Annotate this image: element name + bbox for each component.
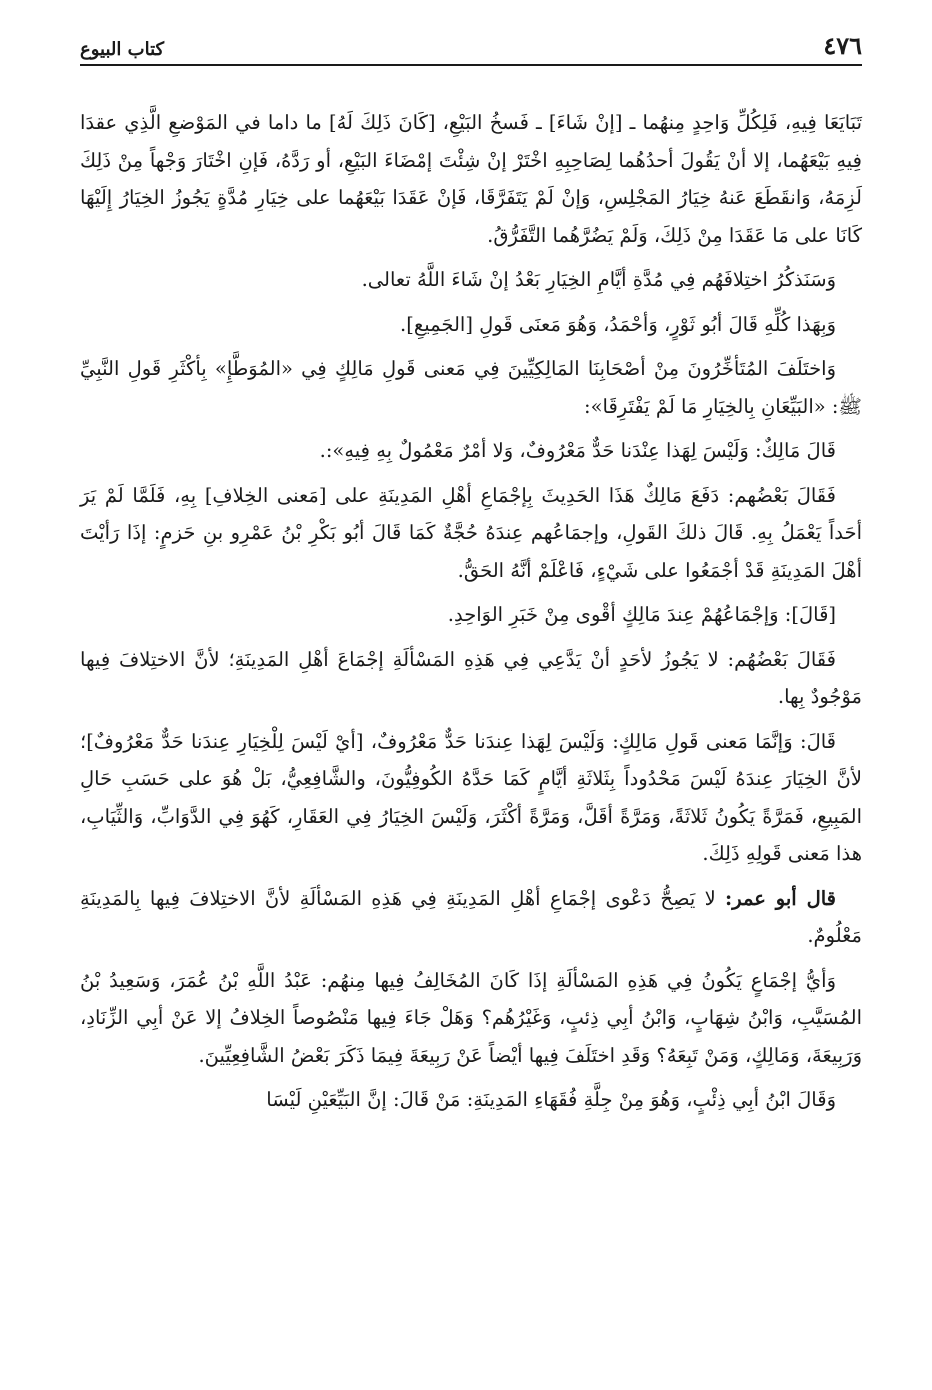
paragraph-10 (80, 880, 862, 955)
running-title: كتاب البيوع (80, 39, 165, 60)
page-header (80, 30, 862, 66)
body-text (80, 104, 862, 1119)
paragraph-5: قَالَ مَالِكٌ: وَلَيْسَ لِهَذا عِنْدَنا حَدٌّ مَعْرُوفٌ، وَلا أمْرٌ مَعْمُولٌ بِهِ فِيهِ»:. (319, 439, 836, 462)
paragraph-4: وَاختَلَفَ المُتَأخِّرُونَ مِنْ أصْحَابِنَا المَالِكِيِّينَ فِي مَعنى قَولِ مَالِكٍ فِي «المُوَطَّإِ» بِأكْثَرِ قَولِ النَّبِيِّ ﷺ: «البَيِّعَانِ بِالخِيَارِ مَا لَمْ يَفْتَرِقَا»: (80, 357, 862, 418)
paragraph-7: [قَالَ]: وَإجْمَاعُهُمْ عِندَ مَالِكٍ أقْوى مِنْ خَبَرِ الوَاحِدِ. (447, 603, 836, 626)
paragraph-8: فَقَالَ بَعْضُهُم: لا يَجُوزُ لأحَدٍ أنْ يَدَّعِي فِي هَذِهِ المَسْألَةِ إجْمَاعَ أهْلِ المَدِينَةِ؛ لأنَّ الاختِلافَ فِيها مَوْجُودٌ بِها. (80, 647, 862, 708)
paragraph-11: وَأيُّ إجْمَاعٍ يَكُونُ فِي هَذِهِ المَسْألَةِ إذَا كَانَ المُخَالِفُ فِيها مِنهُم: عَبْدُ اللَّهِ بْنُ عُمَرَ، وَسَعِيدُ بْنُ المُسَيَّبِ، وَابْنُ شِهَابٍ، وَابْنُ أبِي ذِئبٍ، وَغَيْرُهُم؟ وَهَلْ جَاءَ فِيها مَنْصُوصاً الخِلافُ إلا عَنْ أبِي الزِّنَادِ، وَرَبِيعَةَ، وَمَالِكٍ، وَمَنْ تَبِعَهُ؟ وَقَدِ اختَلَفَ فِيها أيْضاً عَنْ رَبِيعَةَ فِيمَا ذَكَرَ بَعْضُ الشَّافِعِيِّينَ. (80, 968, 862, 1067)
paragraph-12: وَقَالَ ابْنُ أبِي ذِئْبٍ، وَهُوَ مِنْ جِلَّةِ فُقَهَاءِ المَدِينَةِ: مَنْ قَالَ: إنَّ البَيِّعَيْنِ لَيْسَا (266, 1088, 836, 1111)
paragraph-1: تَبَايَعَا فِيهِ، فَلِكُلِّ وَاحِدٍ مِنهُما ـ [إنْ شَاءَ] ـ فَسخُ البَيْعِ، [كَانَ ذَلِكَ لَهُ] ما داما في المَوْضعِ الَّذِي عقدَا فِيهِ بَيْعَهُما، إلا أنْ يَقُولَ أحدُهُما لِصَاحِبِهِ اخْتَرْ إنْ شِئْتَ إمْضَاءَ البَيْعِ، أو رَدَّهُ، فَإنِ اخْتَارَ وَجْهاً مِنْ ذَلِكَ لَزِمَهُ، وَانقَطَعَ عَنهُ خِيَارُ المَجْلِسِ، وَإنْ لَمْ يَتَفَرَّقَا، فَإنْ عَقَدَا بَيْعَهُما على خِيَارِ مُدَّةٍ يَجُوزُ الخِيَارُ إِلَيْهَا كَانَا على مَا عَقَدَا مِنْ ذَلِكَ، وَلَمْ يَضُرَّهُما التَّفَرُّقُ. (80, 111, 862, 247)
paragraph-2: وَسَنَذكُرُ اختِلافَهُم فِي مُدَّةِ أيَّامِ الخِيَارِ بَعْدُ إنْ شَاءَ اللَّهُ تعالى. (361, 268, 836, 291)
speaker-label: قال أبو عمر: (725, 886, 836, 910)
paragraph-6: فَقَالَ بَعْضُهم: دَفَعَ مَالِكٌ هَذَا الحَدِيثَ بِإجْمَاعِ أهْلِ المَدِينَةِ على [مَعنى الخِلافِ] بِهِ، فَلَمَّا لَمْ يَرَ أحَداً يَعْمَلُ بِهِ. قَالَ ذلكَ القَولِ، وإجمَاعُهم عِندَهُ حُجَّةٌ كَمَا قَالَ أبُو بَكْرِ بْنُ عَمْرِو بنِ حَزمٍ: إذَا رَأيْتَ أهْلَ المَدِينَةِ قَدْ أجْمَعُوا على شَيْءٍ، فَاعْلَمْ أنَّهُ الحَقُّ. (80, 483, 862, 582)
paragraph-10-text: لا يَصِحُّ دَعْوى إجْمَاعِ أهْلِ المَدِينَةِ فِي هَذِهِ المَسْألَةِ لأنَّ الاختِلافَ فِيها بِالمَدِينَةِ مَعْلُومٌ. (80, 886, 862, 947)
paragraph-3: وَبِهَذا كُلِّهِ قَالَ أبُو ثَوْرٍ، وَأحْمَدُ، وَهُوَ مَعنَى قَولِ [الجَمِيعِ]. (400, 312, 836, 336)
paragraph-9: قَالَ: وَإنَّمَا مَعنى قَولِ مَالِكٍ: وَلَيْسَ لِهَذا عِندَنا حَدٌّ مَعْرُوفٌ، [أيْ لَيْسَ لِلْخِيَارِ عِندَنا حَدٌّ مَعْرُوفٌ]؛ لأنَّ الخِيَارَ عِندَهُ لَيْسَ مَحْدُوداً بِثَلاثَةِ أيَّامٍ كَمَا حَدَّهُ الكُوفِيُّونَ، والشَّافِعِيُّ، بَلْ هُوَ على حَسَبِ حَالِ المَبِيعِ، فَمَرَّةً يَكُونُ ثَلاثَةً، وَمَرَّةً أقَلَّ، وَمَرَّةً أكْثَرَ، وَلَيْسَ الخِيَارُ فِي العَقَارِ، كَهُوَ فِي الدَّوَابِّ، وَالثِّيَابِ، هذا مَعنى قَولِهِ ذَلِكَ. (80, 729, 862, 865)
page-number: ٤٧٦ (823, 31, 862, 60)
